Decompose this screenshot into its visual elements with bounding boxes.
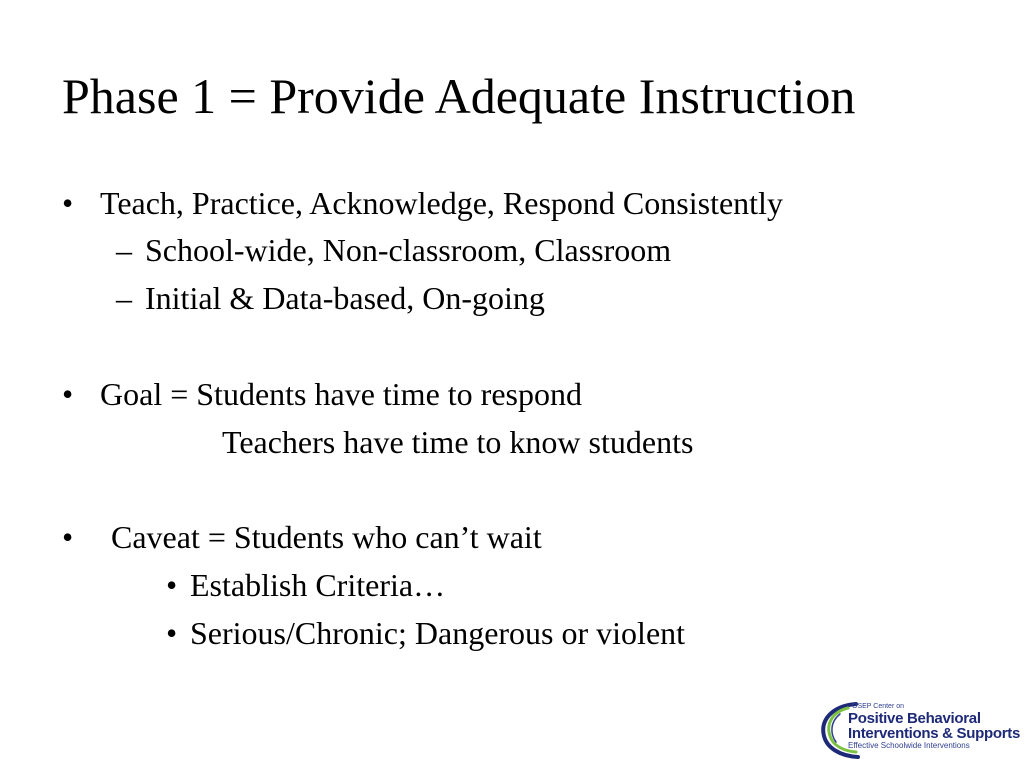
- bullet-marker: •: [62, 376, 74, 412]
- logo-line-1: Positive Behavioral: [848, 710, 981, 727]
- dash-marker: –: [116, 280, 132, 316]
- bullet-1-text: Teach, Practice, Acknowledge, Respond Consistently: [100, 185, 783, 221]
- bullet-marker: •: [166, 615, 178, 651]
- logo-tagline: Effective Schoolwide Interventions: [848, 741, 970, 750]
- logo-small-text: OSEP Center on: [852, 703, 905, 710]
- bullet-1-sub-2: Initial & Data-based, On-going: [145, 280, 545, 316]
- slide-title: Phase 1 = Provide Adequate Instruction: [62, 68, 856, 124]
- bullet-3-text: Caveat = Students who can’t wait: [111, 519, 542, 555]
- bullet-marker: •: [62, 185, 74, 221]
- bullet-marker: •: [166, 567, 178, 603]
- pbis-logo: [818, 700, 1018, 760]
- bullet-1-sub-1: School-wide, Non-classroom, Classroom: [145, 232, 672, 268]
- dash-marker: –: [116, 232, 132, 268]
- bullet-2-continuation: Teachers have time to know students: [222, 424, 694, 460]
- logo-line-2: Interventions & Supports: [848, 725, 1020, 742]
- bullet-3-sub-1: Establish Criteria…: [190, 567, 446, 603]
- bullet-2-text: Goal = Students have time to respond: [100, 376, 582, 412]
- bullet-marker: •: [62, 519, 74, 555]
- bullet-3-sub-2: Serious/Chronic; Dangerous or violent: [190, 615, 686, 651]
